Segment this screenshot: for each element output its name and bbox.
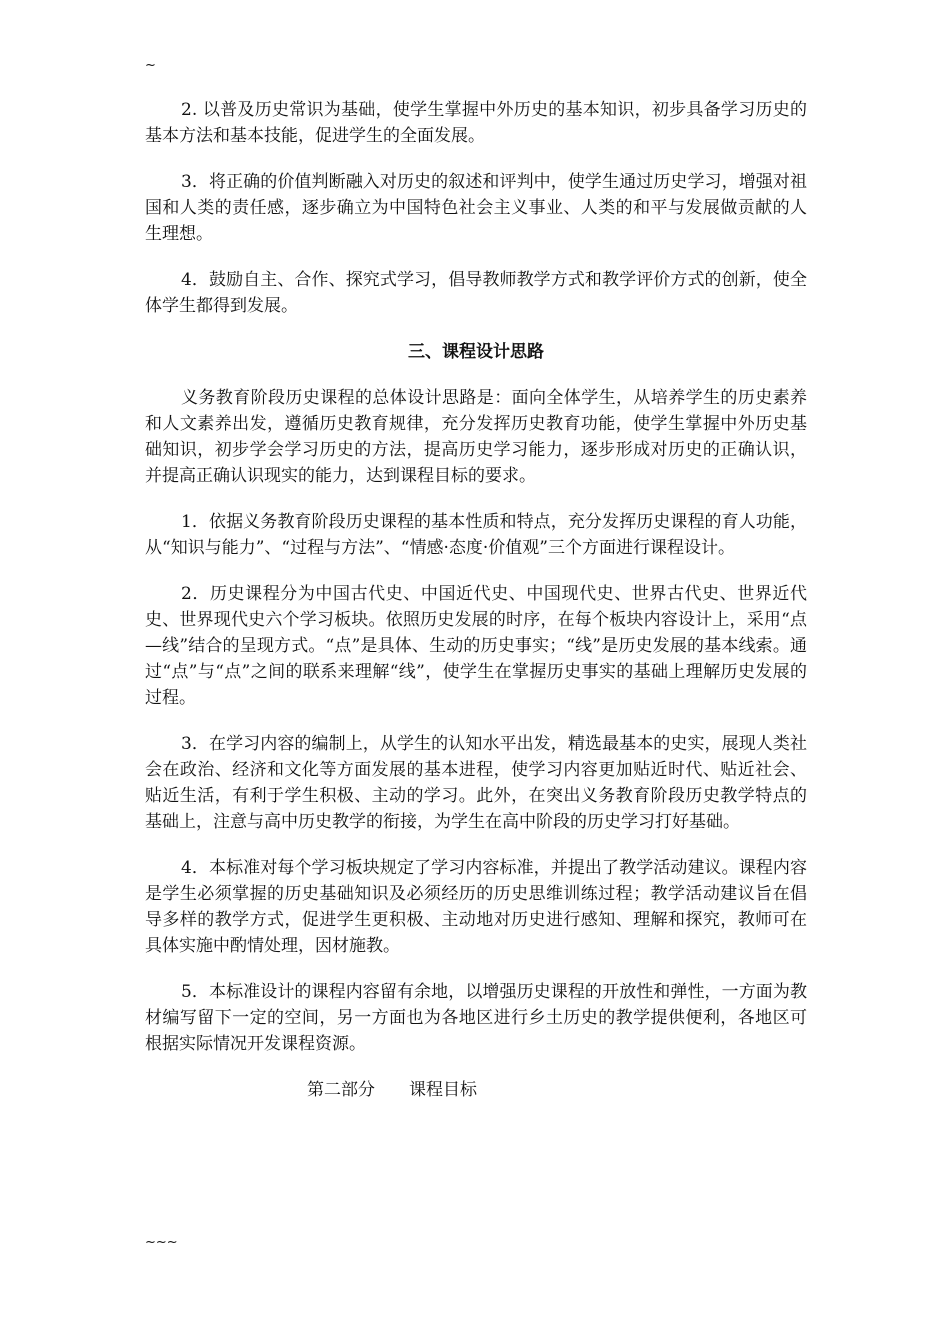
paragraph-design-4: 4．本标准对每个学习板块规定了学习内容标准，并提出了教学活动建议。课程内容是学生必须掌握的历史基础知识及必须经历的历史思维训练过程；教学活动建议旨在倡导多样的教学方式，促进学生更积极、主动地对历史进行感知、理解和探究，教师可在具体实施中酌情处理，因材施教。 — [145, 858, 807, 956]
paragraph-design-1: 1．依据义务教育阶段历史课程的基本性质和特点，充分发挥历史课程的育人功能，从“知识与能力”、“过程与方法”、“情感·态度·价值观”三个方面进行课程设计。 — [145, 512, 807, 558]
paragraph-goal-2: 2. 以普及历史常识为基础，使学生掌握中外历史的基本知识，初步具备学习历史的基本方法和基本技能，促进学生的全面发展。 — [145, 100, 807, 146]
paragraph-goal-3: 3．将正确的价值判断融入对历史的叙述和评判中，使学生通过历史学习，增强对祖国和人类的责任感，逐步确立为中国特色社会主义事业、人类的和平与发展做贡献的人生理想。 — [145, 172, 807, 244]
paragraph-design-intro: 义务教育阶段历史课程的总体设计思路是：面向全体学生，从培养学生的历史素养和人文素养出发，遵循历史教育规律，充分发挥历史教育功能，使学生掌握中外历史基础知识，初步学会学习历史的方法，提高历史学习能力，逐步形成对历史的正确认识，并提高正确认识现实的能力，达到课程目标的要求。 — [145, 388, 807, 486]
header-mark: ~ — [145, 58, 156, 73]
footer-mark: ~~~ — [145, 1235, 178, 1250]
paragraph-design-3: 3．在学习内容的编制上，从学生的认知水平出发，精选最基本的史实，展现人类社会在政治、经济和文化等方面发展的基本进程，使学习内容更加贴近时代、贴近社会、贴近生活，有利于学生积极、主动的学习。此外，在突出义务教育阶段历史教学特点的基础上，注意与高中历史教学的衔接，为学生在高中阶段的历史学习打好基础。 — [145, 734, 807, 832]
paragraph-design-2: 2．历史课程分为中国古代史、中国近代史、中国现代史、世界古代史、世界近代史、世界现代史六个学习板块。依照历史发展的时序，在每个板块内容设计上，采用“点—线”结合的呈现方式。“点”是具体、生动的历史事实；“线”是历史发展的基本线索。通过“点”与“点”之间的联系来理解“线”，使学生在掌握历史事实的基础上理解历史发展的过程。 — [145, 584, 807, 708]
paragraph-design-5: 5．本标准设计的课程内容留有余地，以增强历史课程的开放性和弹性，一方面为教材编写留下一定的空间，另一方面也为各地区进行乡土历史的教学提供便利，各地区可根据实际情况开发课程资源。 — [145, 982, 807, 1054]
document-body — [145, 97, 807, 1103]
paragraph-goal-4: 4．鼓励自主、合作、探究式学习，倡导教师教学方式和教学评价方式的创新，使全体学生都得到发展。 — [145, 270, 807, 316]
part-title: 第二部分 课程目标 — [307, 1080, 477, 1100]
section-heading: 三、课程设计思路 — [408, 342, 544, 362]
